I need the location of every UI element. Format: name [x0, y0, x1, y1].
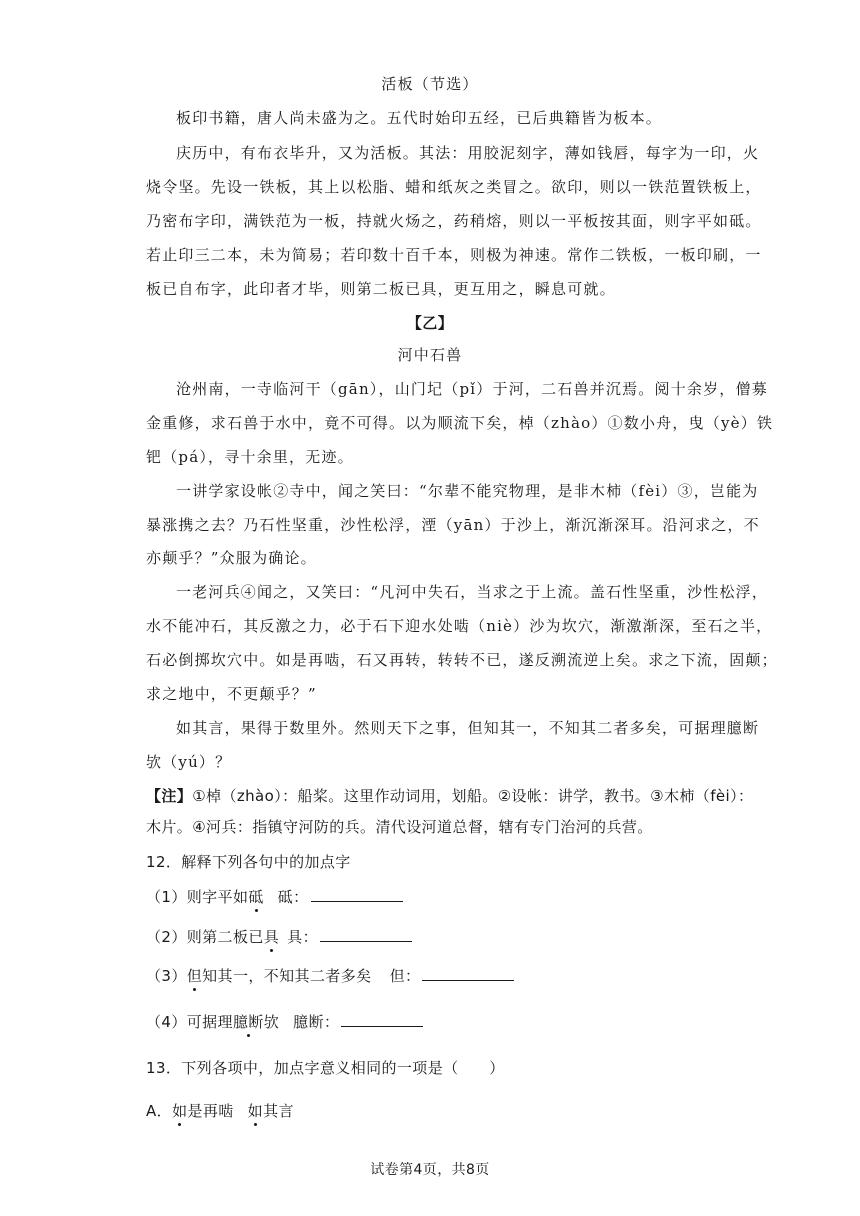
- answer-blank[interactable]: [341, 1012, 423, 1027]
- dotted-char: 如: [247, 1102, 264, 1120]
- passage-a-line: 庆历中，有布衣毕升，又为活板。其法：用胶泥刻字，薄如钱唇，每字为一印，火: [176, 144, 760, 162]
- passage-b-line: 一讲学家设帐②寺中，闻之笑曰：“尔辈不能究物理，是非木柿（fèi）③，岂能为: [176, 482, 759, 500]
- passage-a-line: 板印书籍，唐人尚未盛为之。五代时始印五经，已后典籍皆为板本。: [176, 109, 663, 127]
- passage-a-line: 乃密布字印，满铁范为一板，持就火炀之，药稍熔，则以一平板按其面，则字平如砥。: [146, 212, 762, 230]
- answer-blank[interactable]: [320, 927, 412, 942]
- note-label: 【注】: [146, 787, 193, 805]
- passage-b-line: 亦颠乎？”众服为确论。: [146, 549, 317, 567]
- question-12-item-4: （4）可据理臆断欤 臆断：: [146, 1012, 423, 1032]
- passage-b-line: 石必倒掷坎穴中。如是再啮，石又再转，转转不已，遂反溯流逆上矣。求之下流，固颠；: [146, 651, 778, 669]
- passage-b-line: 钯（pá），寻十余里，无迹。: [146, 448, 354, 466]
- note-text: ①棹（zhào）：船桨。这里作动词用，划船。②设帐：讲学，教书。③木柿（fèi）：: [192, 787, 754, 805]
- passage-b-line: 求之地中，不更颠乎？”: [146, 685, 317, 703]
- question-12-item-2: （2）则第二板已具 具：: [146, 927, 412, 947]
- passage-b-line: 如其言，果得于数里外。然则天下之事，但知其一，不知其二者多矣，可据理臆断: [176, 719, 760, 737]
- question-12-item-3: （3）但知其一，不知其二者多矣 但：: [146, 966, 514, 986]
- question-13-option-a[interactable]: A．如是再啮 如其言: [146, 1102, 294, 1120]
- passage-a-title: 活板（节选）: [381, 75, 479, 93]
- passage-a-line: 烧令坚。先设一铁板，其上以松脂、蜡和纸灰之类冒之。欲印，则以一铁范置铁板上，: [146, 178, 762, 196]
- question-13-stem: 13．下列各项中，加点字意义相同的一项是（ ）: [146, 1059, 505, 1077]
- passage-a-line: 板已自布字，此印者才毕，则第二板已具，更互用之，瞬息可就。: [146, 280, 616, 298]
- passage-b-line: 暴涨携之去？乃石性坚重，沙性松浮，湮（yān）于沙上，渐沉渐深耳。沿河求之，不: [146, 516, 760, 534]
- passage-b-line: 金重修，求石兽于水中，竟不可得。以为顺流下矣，棹（zhào）①数小舟，曳（yè）铁: [146, 414, 774, 432]
- note-line-1: [146, 786, 753, 806]
- page-footer: 试卷第4页，共8页: [370, 1162, 490, 1178]
- passage-b-line: 沧州南，一寺临河干（gān），山门圮（pǐ）于河，二石兽并沉焉。阅十余岁，僧募: [176, 380, 768, 398]
- passage-b-line: 水不能冲石，其反激之力，必于石下迎水处啮（niè）沙为坎穴，渐激渐深，至石之半，: [146, 617, 773, 635]
- dotted-char: 如: [172, 1102, 188, 1120]
- answer-blank[interactable]: [311, 887, 403, 902]
- passage-b-label: 【乙】: [406, 314, 454, 332]
- passage-b-line: 一老河兵④闻之，又笑曰：“凡河中失石，当求之于上流。盖石性坚重，沙性松浮，: [176, 583, 769, 601]
- passage-a-line: 若止印三二本，未为简易；若印数十百千本，则极为神速。常作二铁板，一板印刷，一: [146, 246, 762, 264]
- note-line-2: 木片。④河兵：指镇守河防的兵。清代设河道总督，辖有专门治河的兵营。: [146, 818, 653, 836]
- passage-b-line: 欤（yú）？: [146, 753, 232, 771]
- answer-blank[interactable]: [422, 966, 514, 981]
- question-12-item-1: （1）则字平如砥 砥：: [146, 887, 403, 907]
- dotted-char: 臆断: [232, 1013, 264, 1031]
- dotted-char: 砥: [248, 888, 264, 906]
- passage-b-title: 河中石兽: [397, 346, 463, 364]
- dotted-char: 但: [186, 967, 203, 985]
- question-12-stem: 12．解释下列各句中的加点字: [146, 853, 351, 871]
- dotted-char: 具: [263, 928, 280, 946]
